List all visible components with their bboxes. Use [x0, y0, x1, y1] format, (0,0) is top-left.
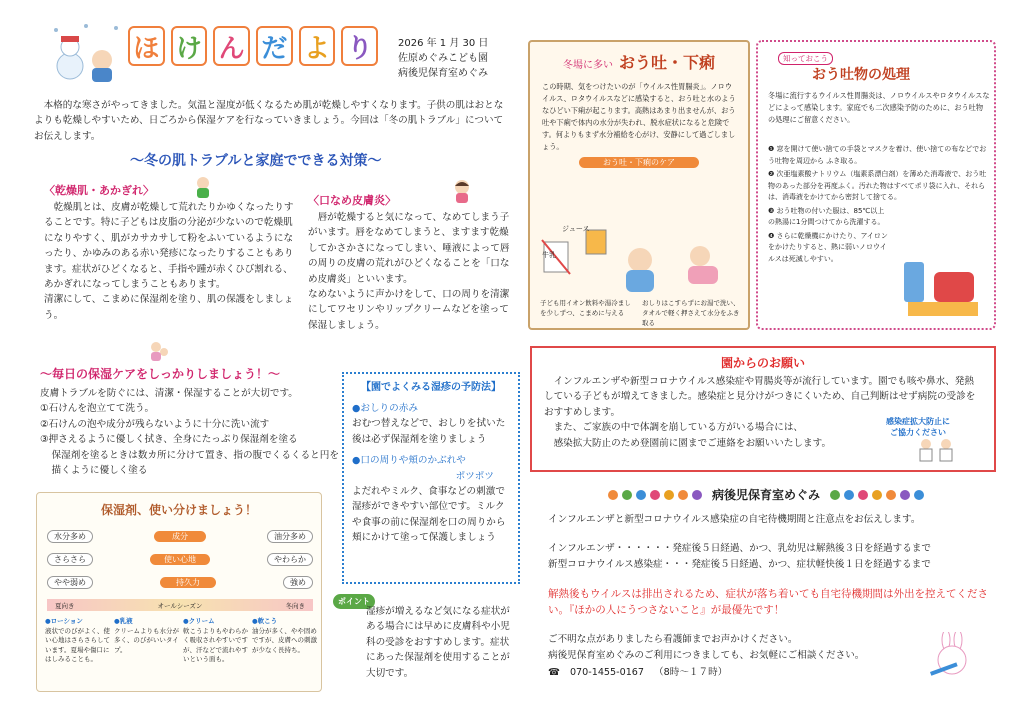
title-char: ほ [128, 26, 165, 66]
phone-icon: ☎ [548, 667, 560, 679]
title-char: よ [299, 26, 336, 66]
rash-item-body: おむつ替えなどで、おしりを拭いた後は必ず保湿剤を塗りましょう [352, 418, 506, 445]
rash-item-body: よだれやミルク、食事などの刺激で湿疹ができやすい部位です。ミルクや食事の前に保湿剤を口の周りから頬にかけて塗って保護しましょう [352, 486, 506, 544]
lick-dermatitis-body: 唇が乾燥すると気になって、なめてしまう子がいます。唇をなめてしまうと、ますます乾燥してかさかさになってしまい、唾液によって唇の周りの皮膚の荒れがひどくなることを「口なめ皮膚炎」といいます。 [308, 212, 510, 285]
disposal-step: ❹ さらに乾燥機にかけたり、アイロンをかけたりすると、熱に弱いノロウイルスは死滅しやすい。 [768, 231, 888, 263]
daily-care-section [40, 365, 340, 478]
mother-child-icon [148, 340, 170, 362]
compare-center: 成分 [154, 531, 206, 542]
vomit-diarrhea-card [528, 40, 750, 330]
request-body-2: また、ご家族の中で体調を崩している方がいる場合には、 [553, 422, 804, 434]
moisturizer-type-name: ●乳液 [114, 617, 133, 625]
moisturizer-card [36, 492, 322, 692]
disposal-label: 知っておこう [778, 52, 833, 65]
child-icon [192, 175, 214, 199]
vomit-card-body: この時期、気をつけたいのが「ウイルス性胃腸炎」。ノロウイルス、ロタウイルスなどに感染すると、おう吐と水のようなひどい下痢が起こります。高熱はあまり出ませんが、おう吐や下痢で体内の水分が失われ、脱水症状になると危険です。何よりもまず水分補給を心がけ、安静にして過ごしましょう。 [542, 82, 736, 151]
nursery-title: 病後児保育室めぐみ [711, 488, 820, 502]
cleaning-supplies-illustration [894, 242, 994, 322]
dry-skin-body: 乾燥肌とは、皮膚が乾燥して荒れたりかゆくなったりすることです。特に子どもは皮脂の分泌が少ないので乾燥肌になりやすく、肌がカサカサして粉をふいているようになったり、かゆみのある赤い発疹になったりすることもあります。症状がひどくなると、手指や踵が赤くひび割れる、あかぎれになってしまうこともあります。 [44, 202, 294, 291]
moisturizer-type-desc: 液状でのびがよく、使い心地はさらさらしています。夏場や傷口にはしみることも。 [45, 626, 110, 663]
covid-period: 新型コロナウイルス感染症・・・発症後５日経過、かつ、症状軽快後１日を経過するまで [548, 558, 931, 570]
issue-meta [398, 36, 488, 81]
compare-right: 油分多め [267, 530, 313, 543]
lick-dermatitis-section [308, 192, 518, 333]
vomit-disposal-card [756, 40, 996, 330]
bunny-nurse-icon [926, 632, 980, 686]
cooperation-badge [886, 416, 950, 438]
rash-item-title: ●おしりの赤み [352, 403, 418, 414]
phone-number: 070-1455-0167 [569, 667, 645, 679]
compare-row [47, 527, 313, 546]
point-badge: ポイント [333, 594, 375, 609]
title-char: ん [213, 26, 250, 66]
rash-item-title-cont: ポツポツ [455, 470, 494, 482]
disposal-step: ❸ おう吐物の付いた服は、85℃以上の熱湯に1分間つけてから洗濯する。 [768, 206, 885, 226]
intro-paragraph: 本格的な寒さがやってきました。気温と湿度が低くなるため肌が乾燥しやすくなります。子供の肌はおとなよりも乾燥しやすいため、日ごろから保湿ケアを行なっていきましょう。今回は「冬の肌トラブル」についてお伝えします。 [34, 100, 504, 142]
care-caption: 子ども用イオン飲料や湯冷ましを少しずつ、こまめに与える [540, 299, 631, 317]
org-name: 佐原めぐみこども園 [398, 53, 488, 64]
main-heading: ～冬の肌トラブルと家庭でできる対策～ [130, 153, 382, 169]
season-bar [47, 599, 313, 611]
phone-row [548, 665, 988, 680]
disposal-step: ❷ 次亜塩素酸ナトリウム（塩素系漂白剤）を薄めた消毒液で、おう吐物のあった部分を再度ふく。汚れた物はすべてポリ袋に入れ、それらは、消毒液をかけてから密封して捨てる。 [768, 170, 987, 201]
milk-label: 牛乳 [542, 251, 556, 259]
doctors-icon [914, 438, 960, 462]
moisturizer-compare-table [47, 527, 313, 592]
moisturizer-card-title: 保湿剤、使い分けましょう！ [100, 503, 257, 517]
vomit-care-label: おう吐・下痢のケア [579, 157, 699, 168]
request-body-3: 感染拡大防止のため登園前に園までご連絡をお願いいたします。 [553, 437, 832, 449]
moisturizer-type [114, 617, 179, 665]
daily-care-lead: 皮膚トラブルを防ぐには、清潔・保湿することが大切です。 [40, 388, 298, 399]
moisturizer-type-desc: 軟こうよりもやわらかく吸収されやすいですが、汗などで流れやすいという面も。 [183, 626, 248, 663]
flu-period: インフルエンザ・・・・・・発症後５日経過、かつ、乳幼児は解熱後３日を経過するまで [548, 543, 931, 555]
compare-row [47, 573, 313, 592]
newsletter-title [128, 26, 378, 72]
compare-center: 使い心地 [150, 554, 210, 565]
dept-name: 病後児保育室めぐみ [398, 68, 488, 79]
moisturizer-type [252, 617, 317, 665]
moisturizer-type-name: ●軟こう [252, 617, 278, 625]
season-label: オールシーズン [157, 601, 203, 610]
request-body: インフルエンザや新型コロナウイルス感染症や胃腸炎等が流行しています。園でも咳や鼻水、発熱している子どもが増えてきました。感染症と見分けがつきにくいため、自己判断はせず病院の受診をおすすめします。 [544, 376, 976, 418]
compare-left: さらさら [47, 553, 93, 566]
care-illustration [540, 226, 740, 296]
nursery-heading-row [536, 486, 996, 503]
season-label: 夏向き [55, 601, 75, 610]
moisturizer-type-name: ●ローション [45, 617, 83, 625]
juice-label: ジュース [562, 225, 590, 233]
care-caption: おしりはこすらずにお湯で洗い、タオルで軽く押さえて水分をふき取る [642, 299, 740, 327]
compare-right: 強め [283, 576, 313, 589]
dry-skin-section [44, 182, 294, 323]
point-body: 湿疹が増えるなど気になる症状がある場合には早めに皮膚科や小児科の受診をおすすめします。症状にあった保湿剤を使用することが大切です。 [366, 606, 510, 679]
moisturizer-type-desc: クリームよりも水分が多く、のびがいいタイプ。 [114, 626, 179, 654]
moisturizer-type [45, 617, 110, 665]
vomit-card-title: おう吐・下痢 [618, 53, 715, 72]
daily-step: ②石けんの泡や成分が残らないように十分に洗い流す [40, 418, 270, 430]
issue-date: 2026 年 1 月 30 日 [398, 38, 489, 49]
daily-care-heading: ～毎日の保湿ケアをしっかりしましょう！～ [40, 367, 281, 381]
disposal-step: ❶ 窓を開けて使い捨ての手袋とマスクを着け、使い捨ての布などでおう吐物を周辺から ふき取る。 [768, 145, 987, 165]
nursery-intro: インフルエンザと新型コロナウイルス感染症の自宅待機期間と注意点をお伝えします。 [548, 514, 921, 525]
nursery-contact: 病後児保育室めぐみのご利用につきましても、お気軽にご相談ください。 [548, 649, 865, 661]
nursery-section [548, 512, 988, 680]
nursery-contact: ご不明な点がありましたら看護師までお声かけください。 [548, 634, 798, 646]
request-title: 園からのお願い [720, 356, 805, 370]
daily-step: ③押さえるように優しく拭き、全身にたっぷり保湿剤を塗る [40, 434, 298, 446]
compare-row [47, 550, 313, 569]
rash-item-title: ●口の周りや頬のかぶれや [352, 455, 466, 467]
rash-prevention-heading: 【園でよくみる湿疹の予防法】 [361, 382, 501, 393]
compare-center: 持久力 [160, 577, 216, 588]
vomit-card-title-small: 冬場に多い [562, 60, 613, 71]
moisturizer-type-desc: 油分が多く、やや固めですが、皮膚への刺激が少なく長持ち。 [252, 626, 317, 654]
nursery-warning: 解熱後もウイルスは排出されるため、症状が落ち着いても自宅待機期間は外出を控えてください。『ほかの人にうつさないこと』が最優先です！ [548, 588, 988, 617]
disposal-title: おう吐物の処理 [812, 67, 910, 83]
rash-prevention-box [342, 372, 520, 584]
daily-step-detail: 保湿剤を塗るときは数カ所に分けて置き、指の腹でくるくると円を描くように優しく塗る [51, 449, 339, 477]
dry-skin-tip: 清潔にして、こまめに保湿剤を塗り、肌の保護をしましょう。 [44, 294, 294, 321]
title-char: だ [256, 26, 293, 66]
title-char: け [171, 26, 208, 66]
moisturizer-types [45, 617, 317, 665]
daily-step: ①石けんを泡立てて洗う。 [40, 403, 155, 415]
dry-skin-heading: 〈乾燥肌・あかぎれ〉 [44, 184, 154, 197]
disposal-intro: 冬場に流行するウイルス性胃腸炎は、ノロウイルスやロタウイルスなどによって感染します。家庭でも二次感染予防のために、おう吐物の処理にご留意ください。 [768, 91, 990, 124]
compare-left: 水分多め [47, 530, 93, 543]
lick-dermatitis-heading: 〈口なめ皮膚炎〉 [308, 194, 396, 207]
season-label: 冬向き [285, 601, 305, 610]
compare-left: やや弱め [47, 576, 93, 589]
moisturizer-type-name: ●クリーム [183, 617, 215, 625]
lick-dermatitis-tip: なめないように声かけをして、口の周りを清潔にしてワセリンやリップクリームなどを塗って保湿しましょう。 [308, 289, 510, 331]
compare-right: やわらか [267, 553, 313, 566]
cooperation-line: 感染症拡大防止に [886, 417, 950, 426]
cooperation-line: ご協力ください [890, 428, 946, 437]
title-char: り [341, 26, 378, 66]
phone-hours: （8時～１７時） [654, 667, 728, 679]
vomit-card-header [530, 50, 748, 73]
winter-kids-illustration [46, 20, 126, 84]
girl-icon [450, 178, 474, 204]
moisturizer-type [183, 617, 248, 665]
